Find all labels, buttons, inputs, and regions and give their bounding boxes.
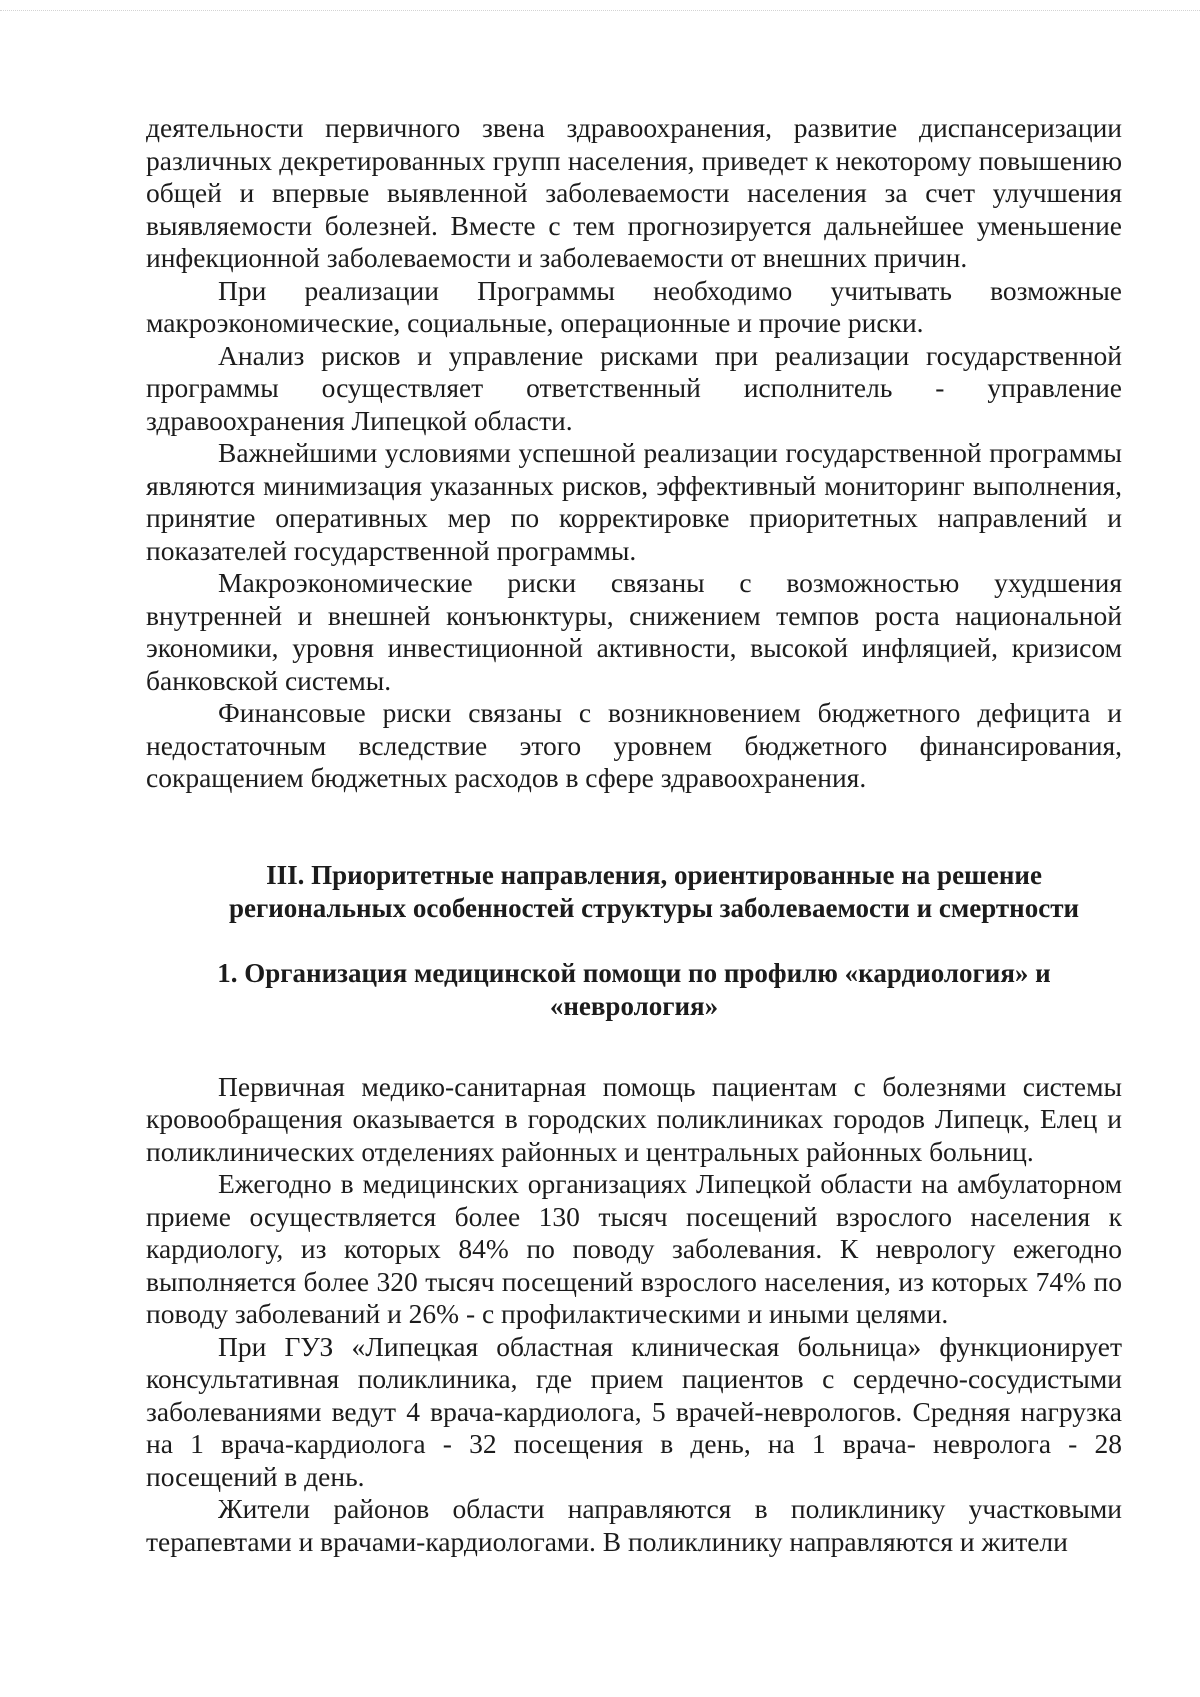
paragraph-macroeconomic-risks: Макроэкономические риски связаны с возможностью ухудшения внутренней и внешней конъюнктуры, снижением темпов роста национальной экономики, уровня инвестиционной активности, высокой инфляцией, кризисом банковской системы. bbox=[146, 567, 1122, 696]
paragraph-consultative-clinic: При ГУЗ «Липецкая областная клиническая больница» функционирует консультативная поликлиника, где прием пациентов с сердечно-сосудистыми заболеваниями ведут 4 врача-кардиолога, 5 врачей-неврологов. Средняя нагрузка на 1 врача-кардиолога - 32 посещения в день, на 1 врача- невролога - 28 посещений в день. bbox=[146, 1330, 1122, 1492]
paragraph-risk-management: Анализ рисков и управление рисками при реализации государственной программы осуществляет ответственный исполнитель - управление здравоохранения Липецкой области. bbox=[146, 339, 1122, 436]
section-heading: III. Приоритетные направления, ориентированные на решение региональных особенностей структуры заболеваемости и смертности bbox=[228, 859, 1080, 923]
paragraph-continuation: деятельности первичного звена здравоохранения, развитие диспансеризации различных декретированных групп населения, приведет к некоторому повышению общей и впервые выявленной заболеваемости населения за счет улучшения выявляемости болезней. Вместе с тем прогнозируется дальнейшее уменьшение инфекционной заболеваемости и заболеваемости от внешних причин. bbox=[146, 112, 1122, 273]
paragraph-success-conditions: Важнейшими условиями успешной реализации государственной программы являются минимизация указанных рисков, эффективный мониторинг выполнения, принятие оперативных мер по корректировке приоритетных направлений и показателей государственной программы. bbox=[146, 437, 1122, 566]
paragraph-financial-risks: Финансовые риски связаны с возникновением бюджетного дефицита и недостаточным вследствие этого уровнем бюджетного финансирования, сокращением бюджетных расходов в сфере здравоохранения. bbox=[146, 697, 1122, 793]
paragraph-referrals: Жители районов области направляются в поликлинику участковыми терапевтами и врачами-кардиологами. В поликлинику направляются и жители bbox=[146, 1493, 1122, 1557]
spacer bbox=[146, 925, 1122, 957]
paragraph-annual-visits: Ежегодно в медицинских организациях Липецкой области на амбулаторном приеме осуществляется более 130 тысяч посещений взрослого населения к кардиологу, из которых 84% по поводу заболевания. К неврологу ежегодно выполняется более 320 тысяч посещений взрослого населения, из которых 74% по поводу заболеваний и 26% - с профилактическими и иными целями. bbox=[146, 1168, 1122, 1329]
spacer bbox=[146, 795, 1122, 859]
document-page bbox=[146, 112, 1122, 1558]
subsection-heading: 1. Организация медицинской помощи по профилю «кардиология» и «неврология» bbox=[217, 957, 1051, 1021]
scan-edge-line bbox=[0, 10, 1200, 11]
paragraph-primary-care: Первичная медико-санитарная помощь пациентам с болезнями системы кровообращения оказывается в городских поликлиниках городов Липецк, Елец и поликлинических отделениях районных и центральных районных больниц. bbox=[146, 1070, 1122, 1167]
spacer bbox=[146, 1023, 1122, 1071]
paragraph-risks-intro: При реализации Программы необходимо учитывать возможные макроэкономические, социальные, операционные и прочие риски. bbox=[146, 274, 1122, 338]
